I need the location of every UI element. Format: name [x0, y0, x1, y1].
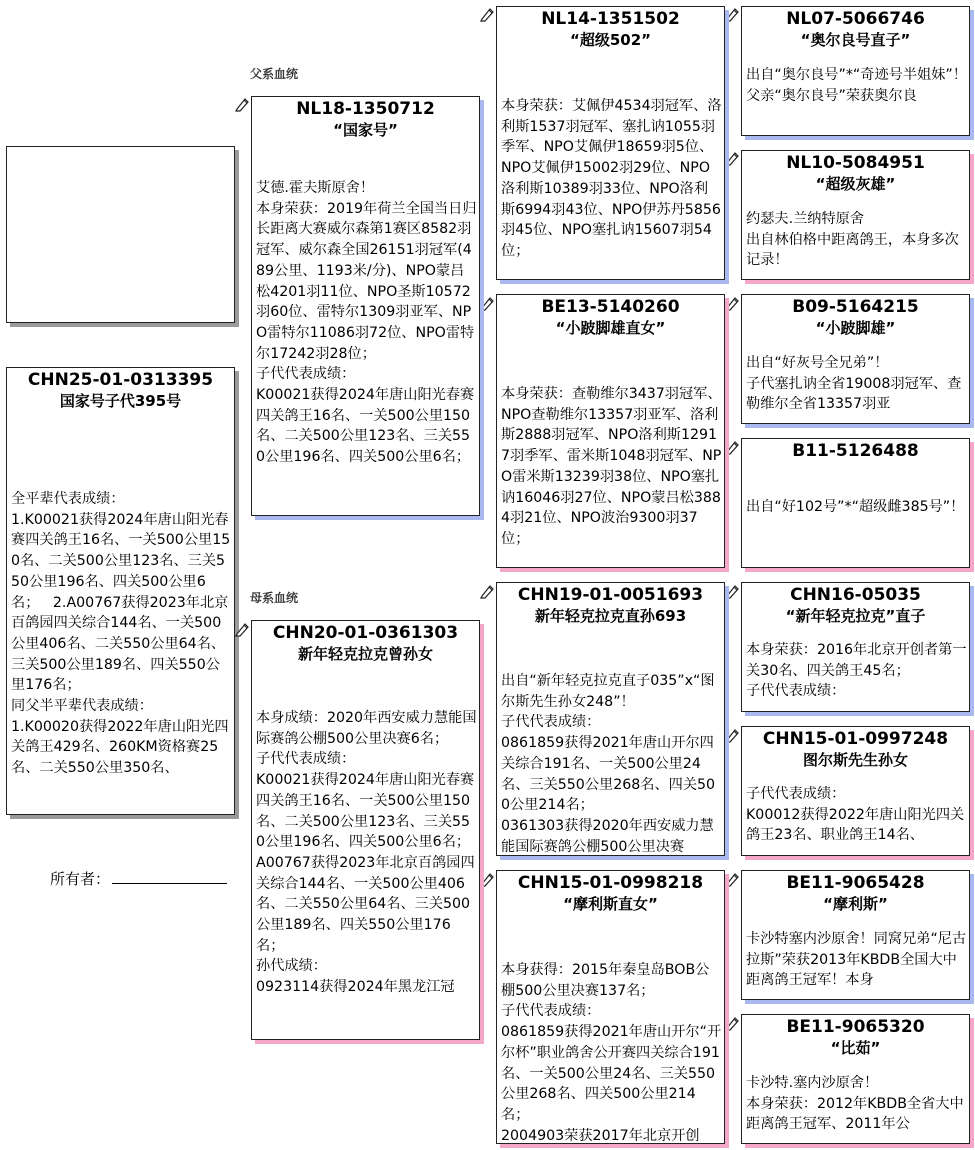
dds-body: 卡沙特塞内沙原舍！同窝兄弟“尼古拉斯”荣获2013年KBDB全国大中距离鸽王冠军！本身	[746, 931, 967, 989]
ssd-ring: NL10-5084951	[786, 153, 925, 173]
maternal-label: 母系血统	[250, 591, 299, 605]
dsd-name: 图尔斯先生孙女	[802, 751, 908, 769]
sss-ring: NL07-5066746	[786, 9, 925, 29]
dsd-body: 子代代表成绩： K00012获得2022年唐山阳光四关鸽王23名、职业鸽王14名、	[746, 786, 965, 844]
edit-icon[interactable]	[725, 440, 740, 455]
dss-body: 本身荣获：2016年北京开创者第一关30名、四关鸽王45名； 子代代表成绩：	[746, 642, 967, 700]
sss-name: “奥尔良号直子”	[800, 31, 911, 49]
sds-body: 出自“好灰号全兄弟”！ 子代塞扎讷全省19008羽冠军、查勒维尔全省13357羽亚	[746, 355, 962, 413]
dsd-card	[741, 726, 970, 856]
edit-icon[interactable]	[480, 872, 495, 887]
sire-dam-body: 本身荣获：查勒维尔3437羽冠军、NPO查勒维尔13357羽亚军、洛利斯2888羽冠军、NPO洛利斯12917羽季军、雷米斯1048羽冠军、NPO雷米斯13239羽38位、NPO塞扎讷16046羽27位、NPO蒙吕松3884羽21位、NPO波治9300羽37位；	[501, 386, 722, 547]
edit-icon[interactable]	[725, 728, 740, 743]
ssd-body: 约瑟夫.兰纳特原舍 出自林伯格中距离鸽王，本身多次记录！	[746, 211, 959, 269]
dam-body: 本身成绩：2020年西安威力慧能国际赛鸽公棚500公里决赛6名； 子代代表成绩： K00021获得2024年唐山阳光春赛四关鸽王16名、一关500公里150名、二关500公里123名、三关550公里196名、四关500公里6名； A00767获得2023年北京百鸽园四关综合144名、一关500公里406名、二关550公里64名、三关500公里189名、四关550公里176名； 孙代成绩： 0923114获得2024年黑龙江冠	[256, 710, 477, 996]
sire-sire-card	[496, 6, 725, 280]
edit-icon[interactable]	[480, 7, 495, 22]
edit-icon[interactable]	[480, 296, 495, 311]
dam-sire-name: 新年轻克拉克直孙693	[534, 607, 687, 625]
edit-icon[interactable]	[725, 151, 740, 166]
ddd-ring: BE11-9065320	[786, 1017, 925, 1037]
subject-name: 国家号子代395号	[59, 392, 182, 410]
dam-card	[251, 620, 480, 1040]
dam-sire-ring: CHN19-01-0051693	[517, 585, 704, 605]
sss-card	[741, 6, 970, 136]
dam-dam-body: 本身获得：2015年秦皇岛BOB公棚500公里决赛137名； 子代代表成绩： 0861859获得2021年唐山开尔“开尔杯”职业鸽舍公开赛四关综合191名、一关500公里24名、三关550公里268名、四关500公里214名； 2004903荣获2017年北京开创	[501, 962, 722, 1144]
sire-dam-ring: BE13-5140260	[541, 297, 680, 317]
edit-icon[interactable]	[235, 97, 250, 112]
subject-ring: CHN25-01-0313395	[27, 370, 214, 390]
dam-dam-ring: CHN15-01-0998218	[517, 873, 704, 893]
paternal-label: 父系血统	[250, 67, 299, 81]
subject-body: 全平辈代表成绩： 1.K00021获得2024年唐山阳光春赛四关鸽王16名、一关500公里150名、二关500公里123名、三关550公里196名、四关500公里6名； 2.A00767获得2023年北京百鸽园四关综合144名、一关500公里406名、二关550公里64名、三关500公里189名、四关550公里176名； 同父半平辈代表成绩： 1.K00020获得2022年唐山阳光四关鸽王429名、260KM资格赛25名、二关550公里350名、	[11, 491, 231, 777]
dam-dam-card	[496, 870, 725, 1144]
sire-sire-ring: NL14-1351502	[541, 9, 680, 29]
sire-dam-card	[496, 294, 725, 568]
sds-name: “小跛脚雄”	[815, 319, 896, 337]
sire-ring: NL18-1350712	[296, 99, 435, 119]
sire-sire-name: “超级502”	[569, 31, 652, 49]
ddd-name: “比茹”	[830, 1039, 881, 1057]
dss-card	[741, 582, 970, 712]
dsd-ring: CHN15-01-0997248	[762, 729, 949, 749]
sire-sire-body: 本身荣获：艾佩伊4534羽冠军、洛利斯1537羽冠军、塞扎讷1055羽季军、NPO艾佩伊18659羽5位、NPO艾佩伊15002羽29位、NPO洛利斯10389羽33位、NPO洛利斯6994羽43位、NPO伊苏丹5856羽45位、NPO塞扎讷15607羽54位；	[501, 98, 722, 259]
edit-icon[interactable]	[725, 7, 740, 22]
sds-ring: B09-5164215	[792, 297, 919, 317]
subject-card	[6, 367, 235, 815]
edit-icon[interactable]	[725, 1016, 740, 1031]
sdd-card	[741, 438, 970, 568]
dam-sire-card	[496, 582, 725, 856]
owner-field	[50, 868, 227, 889]
photo-frame	[6, 146, 235, 323]
dds-card	[741, 870, 970, 1000]
sdd-ring: B11-5126488	[792, 441, 919, 461]
dss-name: “新年轻克拉克”直子	[785, 607, 926, 625]
sds-card	[741, 294, 970, 424]
edit-icon[interactable]	[725, 296, 740, 311]
sdd-name	[742, 462, 969, 482]
dam-sire-body: 出自“新年轻克拉克直子035”x“图尔斯先生孙女248”！ 子代代表成绩： 0861859获得2021年唐山开尔四关综合191名、一关500公里24名、三关550公里268名、四关500公里214名； 0361303获得2020年西安威力慧能国际赛鸽公棚500公里决赛	[501, 673, 716, 855]
dam-ring: CHN20-01-0361303	[272, 623, 459, 643]
dss-ring: CHN16-05035	[790, 585, 921, 605]
sdd-body: 出自“好102号”*“超级雌385号”！	[746, 499, 965, 515]
ssd-card	[741, 150, 970, 280]
sire-card	[251, 96, 480, 516]
ddd-body: 卡沙特.塞内沙原舍！ 本身荣获：2012年KBDB全省大中距离鸽王冠军、2011年公	[746, 1075, 964, 1133]
owner-line[interactable]	[112, 869, 227, 884]
dds-ring: BE11-9065428	[786, 873, 925, 893]
owner-label: 所有者：	[50, 870, 111, 888]
sire-body: 艾德.霍夫斯原舍！ 本身荣获：2019年荷兰全国当日归长距离大赛威尔森第1赛区8582羽冠军、威尔森全国26151羽冠军(489公里、1193米/分)、NPO蒙吕松4201羽11位、NPO圣斯10572羽60位、雷特尔1309羽亚军、NPO雷特尔11086羽72位、NPO雷特尔17242羽28位； 子代代表成绩： K00021获得2024年唐山阳光春赛四关鸽王16名、一关500公里150名、二关500公里123名、三关550公里196名、四关500公里6名；	[256, 180, 477, 466]
edit-icon[interactable]	[725, 584, 740, 599]
edit-icon[interactable]	[235, 622, 250, 637]
edit-icon[interactable]	[725, 872, 740, 887]
dam-name: 新年轻克拉克曾孙女	[297, 645, 433, 663]
sire-name: “国家号”	[333, 121, 398, 139]
dam-dam-name: “摩利斯直女”	[563, 895, 658, 913]
ssd-name: “超级灰雄”	[815, 175, 896, 193]
ddd-card	[741, 1014, 970, 1144]
dds-name: “摩利斯”	[823, 895, 888, 913]
sire-dam-name: “小跛脚雄直女”	[555, 319, 666, 337]
sss-body: 出自“奥尔良号”*“奇迹号半姐妹”！ 父亲“奥尔良号”荣获奥尔良	[746, 67, 967, 104]
edit-icon[interactable]	[480, 584, 495, 599]
